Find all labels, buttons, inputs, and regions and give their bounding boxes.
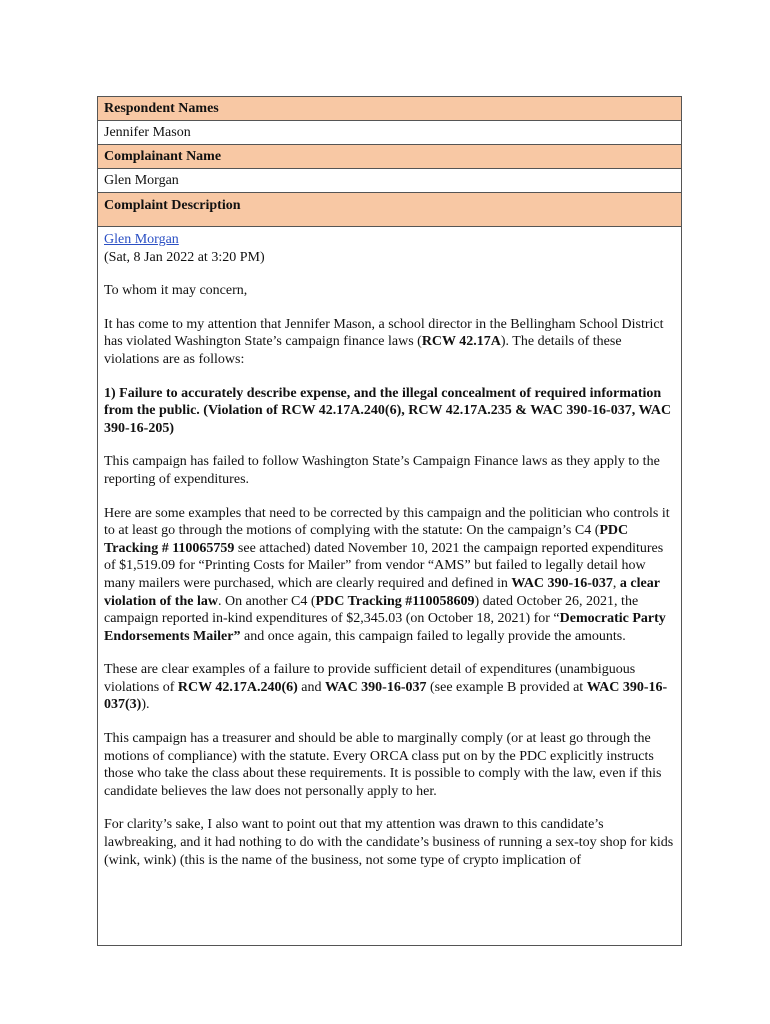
paragraph-clear-examples [104,661,675,714]
text-span: see attached) dated November 10, 2021 the campaign reported expenditures of $1,519.09 for “Printing Costs for Mailer” from vendor “AMS” but failed to legally detail how many mailers were purchased, which are clearly required and defined in [104,540,664,591]
text-span: and once again, this campaign failed to legally provide the amounts. [240,628,626,644]
text-span: These are clear examples of a failure to provide sufficient detail of expenditures (unambiguous violations of [104,662,636,695]
paragraph-failure: This campaign has failed to follow Washington State’s Campaign Finance laws as they apply to the reporting of expenditures. [104,454,660,487]
complaint-table [97,96,682,946]
respondent-name-value: Jennifer Mason [98,121,681,145]
bold-span: a clear violation of the law [104,575,660,609]
paragraph-treasurer: This campaign has a treasurer and should be able to marginally comply (or at least go through the motions of compliance) with the statute. Every ORCA class put on by the PDC explicitly instructs those who take the class about these requirements. It is possible to comply with the law, even if this candidate believes the law does not personally apply to her. [104,731,662,799]
text-span: Here are some examples that need to be corrected by this campaign and the politician who controls it to at least go through the motions of complying with the statute: On the campaign’s C4 ( [104,505,670,539]
complaint-description-body [98,227,681,946]
complaint-description-label: Complaint Description [98,193,681,227]
text-span: . On another C4 ( [217,593,316,609]
respondent-names-label: Respondent Names [98,97,681,121]
author-link[interactable]: Glen Morgan [104,232,179,247]
bold-span: RCW 42.17A.240(6) [177,679,298,695]
text-span: and [297,679,326,695]
bold-span: WAC 390-16-037(3) [104,679,668,713]
bold-span: RCW 42.17A [421,334,501,350]
text-span: , [612,575,620,591]
bold-span: PDC Tracking #110058609 [315,593,475,609]
text-span: ) dated October 26, 2021, the campaign reported in-kind expenditures of $2,345.03 (on October 18, 2021) for “ [104,593,639,627]
bold-span: WAC 390-16-037 [511,575,613,591]
complainant-name-value: Glen Morgan [98,169,681,193]
bold-span: WAC 390-16-037 [325,679,427,695]
paragraph-examples [104,505,675,646]
greeting: To whom it may concern, [104,283,248,299]
complainant-name-label: Complainant Name [98,145,681,169]
paragraph-intro [104,316,675,369]
bold-span: PDC Tracking # 110065759 [104,523,629,556]
paragraph-clarity: For clarity’s sake, I also want to point out that my attention was drawn to this candidate’s lawbreaking, and it had nothing to do with the candidate’s business of running a sex-toy shop for kids (wink, wink) (this is the name of the business, not some type of crypto implication of [104,817,674,868]
text-span: (see example B provided at [426,679,587,695]
text-span: ). [141,697,150,713]
text-span: It has come to my attention that Jennifer Mason, a school director in the Bellingham School District has violated Washington State’s campaign finance laws ( [104,316,664,350]
violation-heading: 1) Failure to accurately describe expense, and the illegal concealment of required information from the public. (Violation of RCW 42.17A.240(6), RCW 42.17A.235 & WAC 390-16-037, WAC 390-16-205) [104,385,672,436]
text-span: ). The details of these violations are as follows: [104,334,622,367]
complaint-date: (Sat, 8 Jan 2022 at 3:20 PM) [104,249,265,265]
bold-span: Democratic Party Endorsements Mailer” [104,611,666,644]
